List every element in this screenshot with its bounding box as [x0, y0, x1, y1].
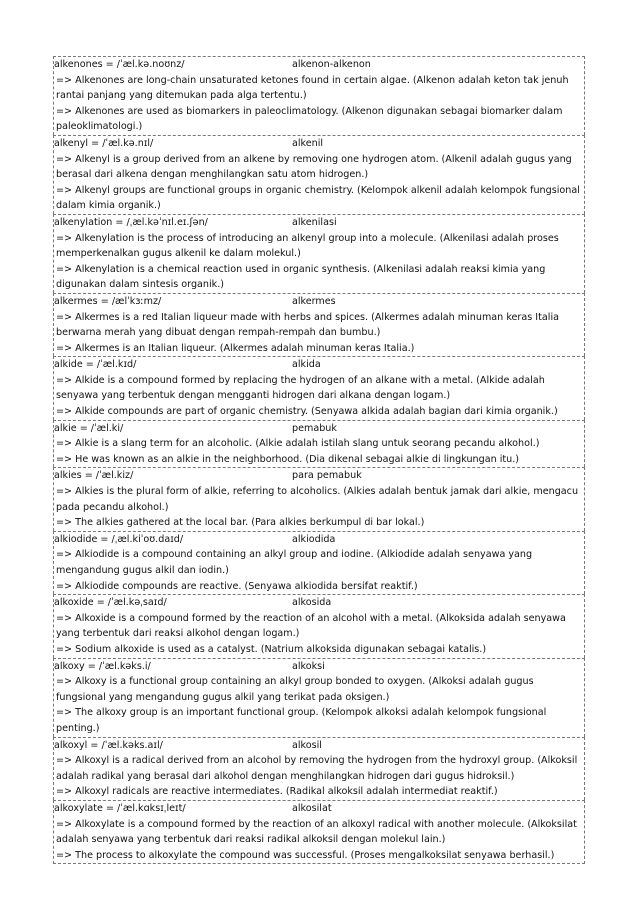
- entry-example: => Alkenylation is the process of introducing an alkenyl group into a molecule. (Alkenilasi adalah proses memperkenalkan gugus alkenil ke dalam molekul.): [56, 232, 559, 260]
- entry-headword-line: [54, 801, 584, 817]
- entry-headword-line: [54, 738, 584, 754]
- entry-translation: alkermes: [292, 295, 336, 307]
- entry-term: alkermes = /ælˈkɜːmz/: [54, 295, 162, 307]
- entry-term: alkenones = /ˈæl.kə.noʊnz/: [54, 59, 185, 70]
- dictionary-page: [53, 56, 585, 864]
- entry-example: => The alkies gathered at the local bar. (Para alkies berkumpul di bar lokal.): [56, 517, 425, 529]
- entry-term: alkoxy = /ˈæl.kəks.i/: [54, 660, 151, 672]
- entry-headword-line: [54, 215, 584, 231]
- dictionary-entry: [53, 594, 585, 657]
- dictionary-entry: [53, 56, 585, 135]
- entry-term: alkies = /ˈæl.kiz/: [54, 470, 134, 482]
- entry-translation: alkosilat: [292, 802, 332, 814]
- entry-translation: alkosida: [292, 597, 332, 609]
- entry-translation: alkida: [292, 359, 321, 371]
- entry-term: alkenyl = /ˈæl.kə.nɪl/: [54, 137, 154, 149]
- entry-example: => Alkie is a slang term for an alcoholic. (Alkie adalah istilah slang untuk seorang pecandu alkohol.): [56, 438, 540, 450]
- entry-example: => Alkermes is an Italian liqueur. (Alkermes adalah minuman keras Italia.): [56, 342, 415, 354]
- entry-translation: alkoksi: [292, 660, 325, 672]
- dictionary-entry: [53, 531, 585, 594]
- entry-translation: alkosil: [292, 739, 322, 751]
- entry-translation: para pemabuk: [292, 470, 362, 482]
- entry-headword-line: [54, 57, 584, 73]
- dictionary-entry: [53, 658, 585, 737]
- entry-example: => Alkies is the plural form of alkie, referring to alcoholics. (Alkies adalah bentuk jamak dari alkie, mengacu pada pecandu alkohol.): [56, 486, 579, 513]
- entry-headword-line: [54, 294, 584, 310]
- entry-example: => Alkoxy is a functional group containing an alkyl group bonded to oxygen. (Alkoksi adalah gugus fungsional yang mengandung gugus alkil yang terikat pada oksigen.): [56, 676, 534, 703]
- entry-example: => Alkoxide is a compound formed by the reaction of an alcohol with a metal. (Alkoksida adalah senyawa yang terbentuk dari reaksi alkohol dengan logam.): [56, 612, 566, 640]
- dictionary-entry: [53, 135, 585, 214]
- entry-term: alkoxyl = /ˈæl.kəks.aɪl/: [54, 739, 163, 751]
- entry-example: => Alkenones are used as biomarkers in paleoclimatology. (Alkenon digunakan sebagai biomarker dalam paleoklimatologi.): [56, 105, 563, 133]
- entry-headword-line: [54, 468, 584, 484]
- entry-headword-line: [54, 357, 584, 373]
- entry-example: => He was known as an alkie in the neighborhood. (Dia dikenal sebagai alkie di lingkungan itu.): [56, 453, 520, 465]
- entry-term: alkoxylate = /ˈæl.kɑksɪˌleɪt/: [54, 802, 186, 814]
- entry-example: => Alkoxylate is a compound formed by the reaction of an alkoxyl radical with another molecule. (Alkoksilat adalah senyawa yang terbentuk dari reaksi radikal alkoksil dengan molekul lain.): [56, 818, 577, 846]
- entry-headword-line: [54, 421, 584, 437]
- entry-headword-line: [54, 659, 584, 675]
- entry-example: => Alkide is a compound formed by replacing the hydrogen of an alkane with a metal. (Alkide adalah senyawa yang terbentuk dengan mengganti hidrogen dari alkana dengan logam.): [56, 374, 545, 402]
- entry-example: => Sodium alkoxide is used as a catalyst. (Natrium alkoksida digunakan sebagai katalis.): [56, 643, 487, 655]
- entry-headword-line: [54, 595, 584, 611]
- entry-example: => Alkermes is a red Italian liqueur made with herbs and spices. (Alkermes adalah minuman keras Italia berwarna merah yang dibuat dengan rempah-rempah dan bumbu.): [56, 311, 559, 339]
- entry-translation: alkenilasi: [292, 216, 337, 228]
- entry-translation: alkiodida: [292, 533, 336, 545]
- entry-example: => The alkoxy group is an important functional group. (Kelompok alkoksi adalah kelompok fungsional penting.): [56, 707, 547, 734]
- entry-headword-line: [54, 136, 584, 152]
- entry-term: alkiodide = /ˌæl.kiˈoʊ.daɪd/: [54, 533, 184, 545]
- entry-term: alkie = /ˈæl.ki/: [54, 422, 124, 434]
- entry-example: => Alkide compounds are part of organic chemistry. (Senyawa alkida adalah bagian dari kimia organik.): [56, 406, 558, 418]
- entry-term: alkide = /ˈæl.kɪd/: [54, 359, 137, 371]
- entry-example: => Alkenylation is a chemical reaction used in organic synthesis. (Alkenilasi adalah reaksi kimia yang digunakan dalam sintesis organik.): [56, 263, 546, 291]
- entry-example: => Alkoxyl radicals are reactive intermediates. (Radikal alkoksil adalah intermediat reaktif.): [56, 786, 498, 798]
- entry-example: => Alkenyl groups are functional groups in organic chemistry. (Kelompok alkenil adalah kelompok fungsional dalam kimia organik.): [56, 184, 580, 212]
- dictionary-entry: [53, 737, 585, 800]
- entry-example: => Alkoxyl is a radical derived from an alcohol by removing the hydrogen from the hydroxyl group. (Alkoksil adalah radikal yang berasal dari alkohol dengan menghilangkan hidrogen dari gugus hidroksil.): [56, 755, 578, 782]
- entry-example: => The process to alkoxylate the compound was successful. (Proses mengalkoksilat senyawa berhasil.): [56, 849, 555, 861]
- entry-translation: pemabuk: [292, 422, 337, 434]
- entry-term: alkenylation = /ˌæl.kəˈnɪl.eɪ.ʃən/: [54, 216, 208, 228]
- entry-translation: alkenil: [292, 137, 324, 149]
- dictionary-entry: [53, 356, 585, 419]
- dictionary-entry: [53, 420, 585, 468]
- dictionary-entry: [53, 800, 585, 864]
- entry-translation: alkenon-alkenon: [292, 59, 371, 70]
- entry-term: alkoxide = /ˈæl.kəˌsaɪd/: [54, 597, 167, 609]
- dictionary-entry: [53, 214, 585, 293]
- entry-headword-line: [54, 532, 584, 548]
- entry-example: => Alkiodide is a compound containing an alkyl group and iodine. (Alkiodide adalah senyawa yang mengandung gugus alkil dan iodin.): [56, 549, 533, 576]
- dictionary-entry: [53, 467, 585, 530]
- entry-example: => Alkenyl is a group derived from an alkene by removing one hydrogen atom. (Alkenil adalah gugus yang berasal dari alkena dengan menghilangkan satu atom hidrogen.): [56, 153, 572, 181]
- entry-example: => Alkiodide compounds are reactive. (Senyawa alkiodida bersifat reaktif.): [56, 580, 418, 592]
- entry-example: => Alkenones are long-chain unsaturated ketones found in certain algae. (Alkenon adalah keton tak jenuh rantai panjang yang ditemukan pada alga tertentu.): [56, 74, 569, 102]
- dictionary-entry: [53, 293, 585, 356]
